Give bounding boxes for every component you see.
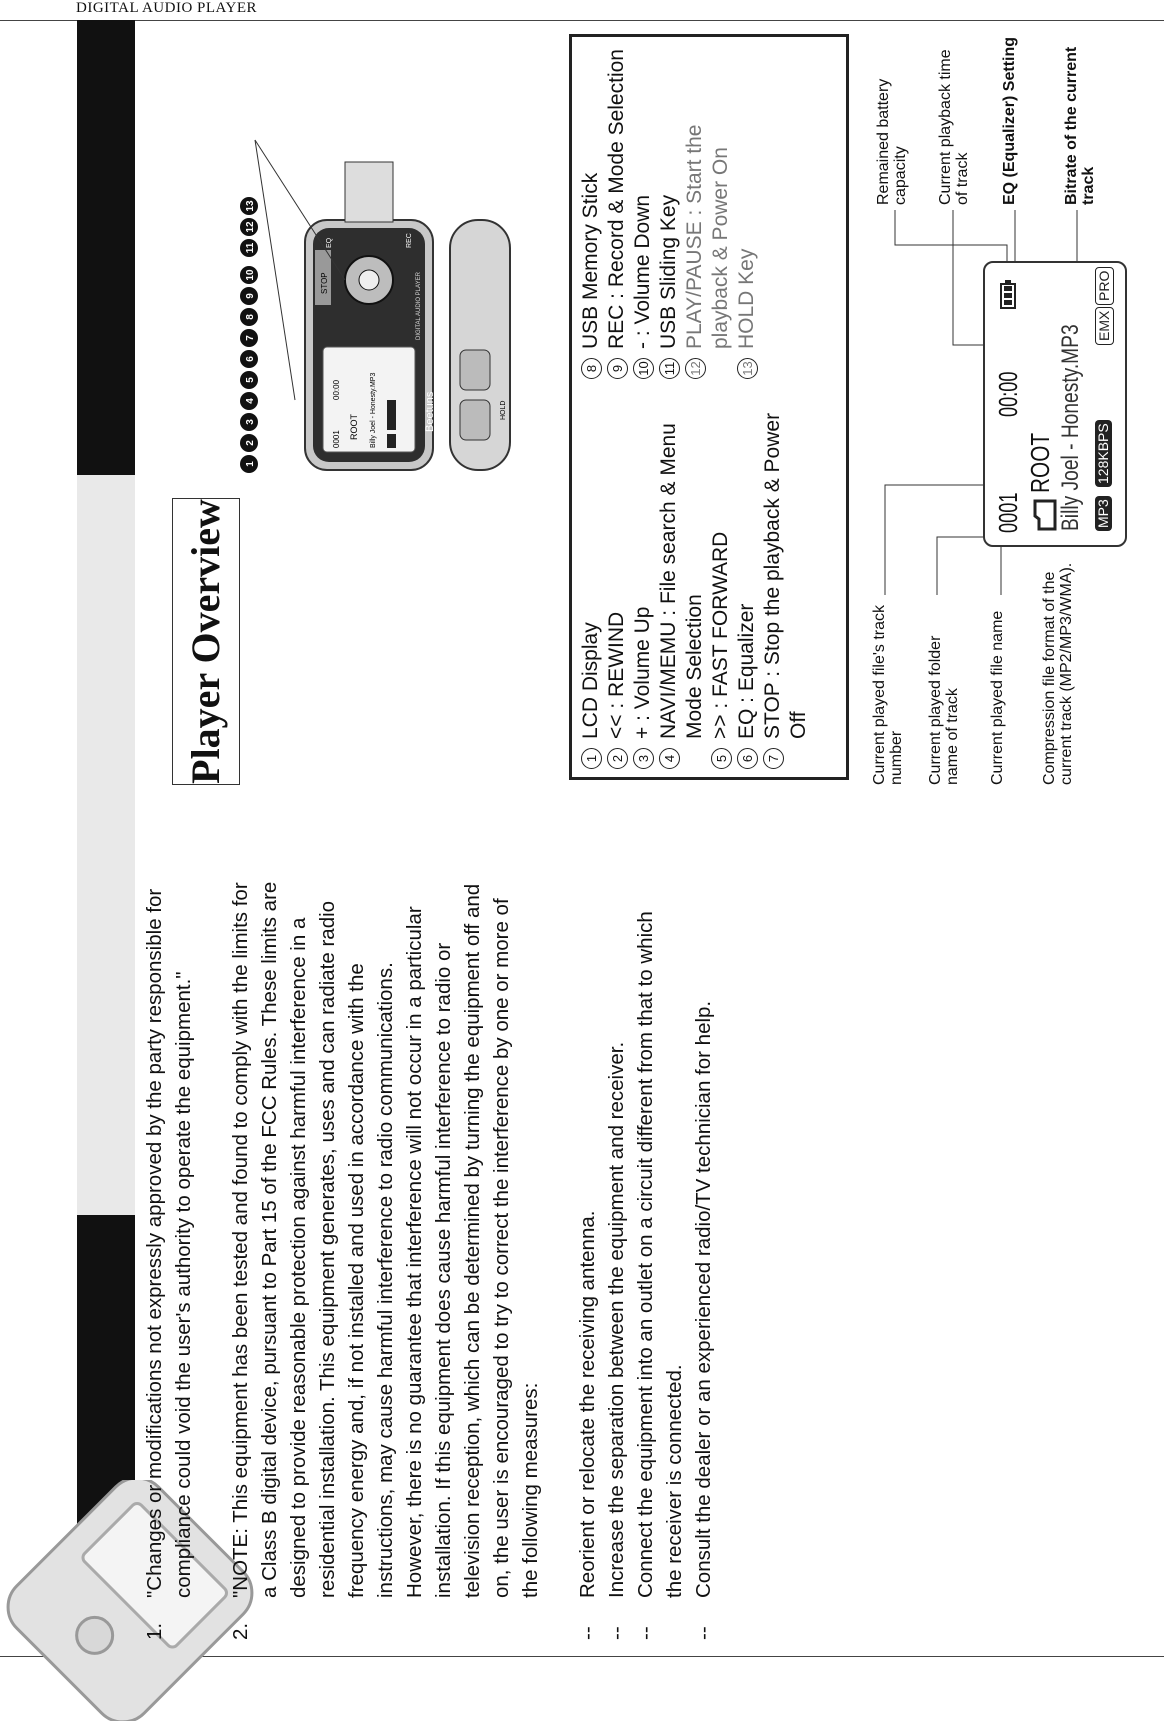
device-screen-time: 00:00 — [332, 379, 341, 400]
dash: -- — [605, 1626, 628, 1640]
bitrate-badge: 128KBPS — [1095, 420, 1112, 487]
battery-icon — [999, 279, 1017, 309]
legend-text: << : REWIND — [605, 611, 628, 739]
legend-item — [578, 39, 604, 379]
fcc-item-2-number: 2. — [229, 1622, 252, 1640]
legend-column-right — [578, 39, 760, 379]
label-battery: Remained battery capacity — [875, 78, 909, 205]
legend-text: USB Sliding Key — [657, 194, 680, 349]
device-eq-label: EQ — [326, 237, 333, 248]
fcc-item-2-text: "NOTE: This equipment has been tested and found to comply with the limits for a Class B digital device, pursuant to Part 15 of the FCC Rules. These limits are designed to provide reasonable protection against harmful interference in a residential installation. This equipment generates, uses and can radiate radio frequency energy and, if not installed and used in accordance with the instructions, may cause harmful interference to radio communications. — [229, 881, 397, 1598]
fcc-measures — [573, 880, 718, 1640]
legend-number: 9 — [607, 358, 628, 379]
callout-5: 5 — [245, 377, 256, 383]
lcd-playback-time: 00:00 — [993, 371, 1023, 417]
legend-item — [760, 399, 812, 769]
device-stop-label: STOP — [320, 272, 329, 294]
player-illustration — [235, 90, 525, 480]
legend-item — [708, 399, 734, 769]
button-legend — [569, 34, 849, 780]
lcd-screen — [983, 261, 1127, 547]
legend-item — [604, 39, 630, 379]
legend-number: 1 — [581, 748, 602, 769]
dash: -- — [634, 1626, 657, 1640]
legend-item — [656, 39, 682, 379]
fcc-item-2 — [226, 880, 545, 1640]
label-playback-time: Current playback time of track — [937, 49, 971, 205]
legend-item — [604, 399, 630, 769]
dash: -- — [576, 1626, 599, 1640]
header-rule — [0, 20, 1164, 21]
callout-10: 10 — [245, 269, 256, 281]
callout-9: 9 — [245, 293, 256, 299]
measure-text: Connect the equipment into an outlet on a circuit different from that to which the receiver is connected. — [634, 911, 686, 1598]
device-screen-folder: ROOT — [349, 414, 359, 440]
measure-text: Consult the dealer or an experienced radio/TV technician for help. — [692, 1000, 715, 1598]
fcc-statement — [140, 880, 718, 1640]
device-model-text: DIGITAL AUDIO PLAYER — [416, 272, 422, 340]
legend-text: USB Memory Stick — [579, 172, 602, 349]
rotated-page — [140, 30, 1150, 1640]
device-screen-file: Billy Joel - Honesty.MP3 — [370, 372, 377, 448]
label-track-number: Current played file's track number — [871, 604, 905, 785]
callout-1: 1 — [245, 461, 256, 467]
legend-number: 7 — [763, 748, 784, 769]
measure-item — [573, 880, 602, 1640]
side-band-middle — [77, 475, 135, 1215]
legend-text: REC : Record & Mode Selection — [605, 49, 628, 349]
lcd-diagram — [865, 30, 1150, 785]
device-brand: Beetuns — [424, 391, 436, 432]
legend-item — [734, 39, 760, 379]
legend-number: 5 — [711, 748, 732, 769]
legend-item — [734, 399, 760, 769]
device-hold-label: HOLD — [500, 400, 507, 420]
legend-number: 6 — [737, 748, 758, 769]
legend-number: 2 — [607, 748, 628, 769]
legend-text: >> : FAST FORWARD — [709, 531, 732, 739]
legend-text: HOLD Key — [735, 248, 758, 349]
legend-item — [656, 399, 708, 769]
callout-11: 11 — [245, 242, 256, 254]
fcc-item-1 — [140, 880, 198, 1640]
fcc-item-2-text-continued: However, there is no guarantee that interference will not occur in a particular installation. If this equipment does cause harmful interference to radio or television reception, which can be determined by turning the equipment off and on, the user is encouraged to try to correct the interference by one or more of the following measures: — [403, 883, 542, 1598]
legend-number: 4 — [659, 748, 680, 769]
label-bitrate: Bitrate of the current track — [1063, 46, 1097, 205]
lcd-track-number: 0001 — [993, 492, 1023, 533]
legend-text: LCD Display — [579, 622, 602, 739]
callout-4: 4 — [245, 398, 256, 404]
folder-icon — [1031, 499, 1057, 531]
label-eq-setting: EQ (Equalizer) Setting — [1001, 36, 1018, 205]
callout-3: 3 — [245, 419, 256, 425]
legend-item — [578, 399, 604, 769]
legend-text: NAVI/MEMU : File search & Menu Mode Selection — [657, 423, 706, 739]
legend-number: 8 — [581, 358, 602, 379]
legend-text: PLAY/PAUSE : Start the playback & Power On — [683, 124, 732, 349]
device-screen-track: 0001 — [332, 430, 341, 448]
legend-item — [630, 399, 656, 769]
legend-number: 13 — [737, 358, 758, 379]
label-folder-name: Current played folder name of track — [927, 635, 961, 785]
measure-item — [631, 880, 689, 1640]
side-band-top — [77, 20, 135, 475]
legend-column-left — [578, 399, 812, 769]
measure-text: Increase the separation between the equipment and receiver. — [605, 1041, 628, 1598]
legend-number: 12 — [685, 358, 706, 379]
label-compression-format: Compression file format of the current track (MP2/MP3/WMA). — [1041, 562, 1075, 785]
legend-text: STOP : Stop the playback & Power Off — [761, 412, 810, 739]
measure-text: Reorient or relocate the receiving antenna. — [576, 1210, 599, 1598]
legend-text: + : Volume Up — [631, 606, 654, 739]
callout-13: 13 — [245, 200, 256, 212]
callout-8: 8 — [245, 314, 256, 320]
measure-item — [689, 880, 718, 1640]
dash: -- — [692, 1626, 715, 1640]
label-file-name: Current played file name — [989, 610, 1006, 785]
legend-number: 3 — [633, 748, 654, 769]
lcd-file-name: Billy Joel - Honesty.MP3 — [1057, 324, 1084, 531]
legend-number: 11 — [659, 358, 680, 379]
device-rec-label: REC — [406, 233, 413, 248]
lcd-folder-name: ROOT — [1025, 432, 1055, 493]
fcc-item-1-text: "Changes or modifications not expressly approved by the party responsible for compliance could void the user's authority to operate the equipment." — [143, 888, 195, 1598]
legend-number: 10 — [633, 358, 654, 379]
format-badge: MP3 — [1095, 496, 1112, 531]
legend-item — [630, 39, 656, 379]
eq-mode-badge: PRO — [1095, 267, 1114, 305]
callout-2: 2 — [245, 440, 256, 446]
callout-7: 7 — [245, 335, 256, 341]
page-title: Player Overview — [172, 498, 240, 785]
legend-text: - : Volume Down — [631, 194, 654, 349]
legend-text: EQ : Equalizer — [735, 603, 758, 739]
callout-6: 6 — [245, 356, 256, 362]
fcc-item-1-number: 1. — [143, 1622, 166, 1640]
legend-item — [682, 39, 734, 379]
measure-item — [602, 880, 631, 1640]
callout-12: 12 — [245, 221, 256, 233]
running-header: DIGITAL AUDIO PLAYER — [76, 0, 258, 16]
eq-badge: EMX — [1095, 307, 1114, 345]
